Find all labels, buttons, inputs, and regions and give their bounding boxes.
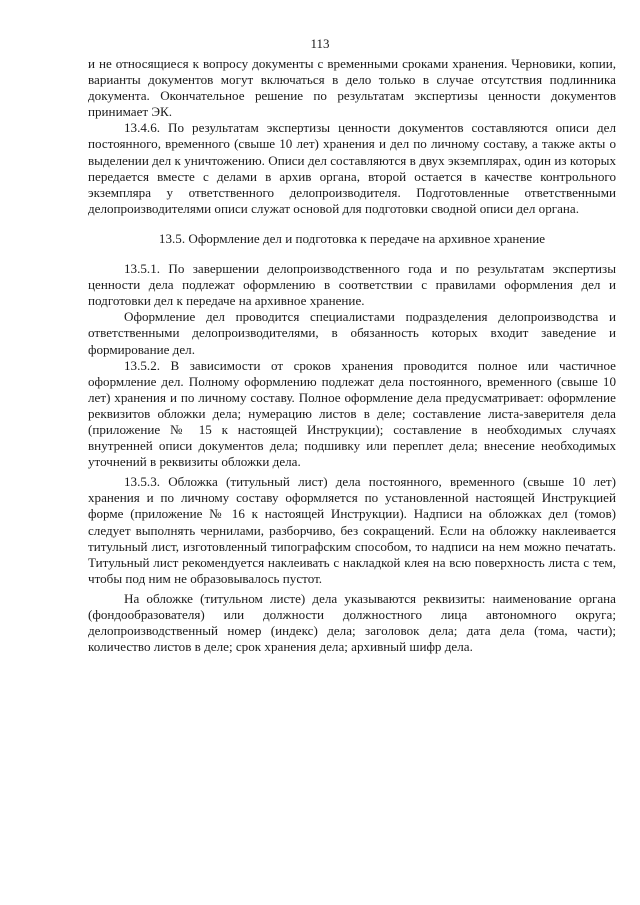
paragraph-formatting-staff: Оформление дел проводится специалистами подразделения делопроизводства и ответственными делопроизводителями, в обязанность которых входит заведение и формирование дел. [88, 309, 616, 357]
document-body [88, 56, 616, 655]
section-heading-13-5: 13.5. Оформление дел и подготовка к передаче на архивное хранение [158, 230, 546, 246]
paragraph-13-5-2: 13.5.2. В зависимости от сроков хранения проводится полное или частичное оформление дел. Полному оформлению подлежат дела постоянного, временного (свыше 10 лет) хранения и по личному составу. Полное оформление дела предусматривает: оформление реквизитов обложки дела; нумерацию листов в деле; составление листа-заверителя дела (приложение № 15 к настоящей Инструкции); составление в необходимых случаях внутренней описи документов дела; подшивку или переплет дела; внесение необходимых уточнений в реквизиты обложки дела. [88, 357, 616, 470]
page-number: 113 [310, 36, 330, 51]
paragraph-13-5-1: 13.5.1. По завершении делопроизводственного года и по результатам экспертизы ценности дела подлежат оформлению в соответствии с правилами оформления дел и подготовки дел к передаче на архивное хранение. [88, 261, 616, 309]
paragraph-13-4-6: 13.4.6. По результатам экспертизы ценности документов составляются описи дел постоянного, временного (свыше 10 лет) хранения и дел по личному составу, а также акты о выделении дел к уничтожению. Описи дел составляются в двух экземплярах, один из которых передается вместе с делами в архив органа, второй остается в качестве контрольного экземпляра у ответственного делопроизводителя. Подготовленные ответственными делопроизводителями описи служат основой для подготовки сводной описи дел органа. [88, 120, 616, 216]
paragraph-13-5-3: 13.5.3. Обложка (титульный лист) дела постоянного, временного (свыше 10 лет) хранения и по личному составу оформляется по установленной настоящей Инструкцией форме (приложение № 16 к настоящей Инструкции). Надписи на обложках дел (томов) следует выполнять чернилами, разборчиво, без сокращений. Если на обложку наклеивается титульный лист, изготовленный типографским способом, то надписи на нем можно печатать. Титульный лист рекомендуется наклеивать с накладкой клея на всю поверхность листа с тем, чтобы под ним не образовывалось пустот. [88, 474, 616, 586]
paragraph-cover-requisites: На обложке (титульном листе) дела указываются реквизиты: наименование органа (фондообразователя) или должности должностного лица автономного округа; делопроизводственный номер (индекс) дела; заголовок дела; дата дела (тома, части); количество листов в деле; срок хранения дела; архивный шифр дела. [88, 590, 616, 655]
paragraph-continuation: и не относящиеся к вопросу документы с временными сроками хранения. Черновики, копии, варианты документов могут включаться в дело только в случае отсутствия подлинника документа. Окончательное решение по результатам экспертизы ценности документов принимает ЭК. [88, 56, 616, 120]
